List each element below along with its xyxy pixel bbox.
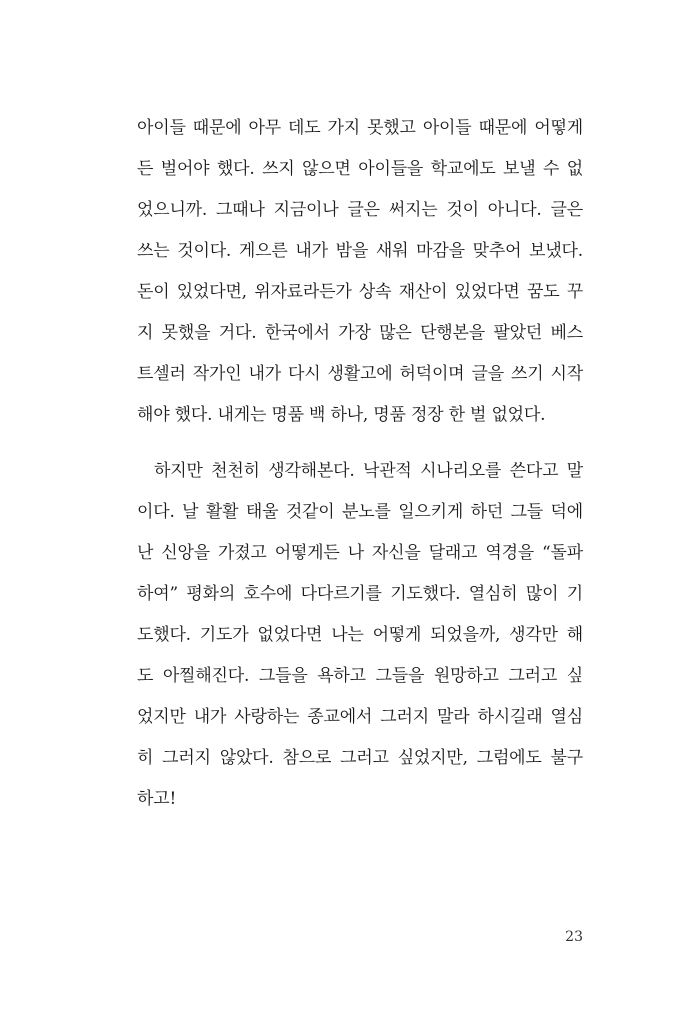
paragraph-line: 이다. 날 활활 태울 것같이 분노를 일으키게 하던 그들 덕에	[137, 502, 583, 522]
paragraph-line: 하고!	[137, 789, 177, 809]
paragraph-line: 든 벌어야 했다. 쓰지 않으면 아이들을 학교에도 보낼 수 없	[137, 159, 583, 179]
paragraph-line: 쓰는 것이다. 게으른 내가 밤을 새워 마감을 맞추어 보냈다.	[137, 241, 583, 261]
paragraph-line: 난 신앙을 가졌고 어떻게든 나 자신을 달래고 역경을 “돌파	[137, 543, 583, 563]
paragraph-line: 하여” 평화의 호수에 다다르기를 기도했다. 열심히 많이 기	[137, 584, 583, 604]
paragraph-line: 히 그러지 않았다. 참으로 그러고 싶었지만, 그럼에도 불구	[137, 748, 583, 768]
paragraph-2	[137, 451, 583, 820]
paragraph-line: 도 아찔해진다. 그들을 욕하고 그들을 원망하고 그러고 싶	[137, 666, 583, 686]
paragraph-line: 돈이 있었다면, 위자료라든가 상속 재산이 있었다면 꿈도 꾸	[137, 282, 583, 302]
paragraph-1	[137, 108, 583, 436]
paragraph-line: 해야 했다. 내게는 명품 백 하나, 명품 정장 한 벌 없었다.	[137, 405, 546, 425]
page-number: 23	[565, 929, 583, 945]
paragraph-line: 었지만 내가 사랑하는 종교에서 그러지 말라 하시길래 열심	[137, 707, 583, 727]
paragraph-line: 하지만 천천히 생각해본다. 낙관적 시나리오를 쓴다고 말	[154, 461, 583, 481]
paragraph-line: 지 못했을 거다. 한국에서 가장 많은 단행본을 팔았던 베스	[137, 323, 583, 343]
paragraph-line: 도했다. 기도가 없었다면 나는 어떻게 되었을까, 생각만 해	[137, 625, 583, 645]
paragraph-line: 었으니까. 그때나 지금이나 글은 써지는 것이 아니다. 글은	[137, 200, 583, 220]
paragraph-line: 트셀러 작가인 내가 다시 생활고에 허덕이며 글을 쓰기 시작	[137, 364, 583, 384]
paragraph-line: 아이들 때문에 아무 데도 가지 못했고 아이들 때문에 어떻게	[137, 118, 583, 138]
